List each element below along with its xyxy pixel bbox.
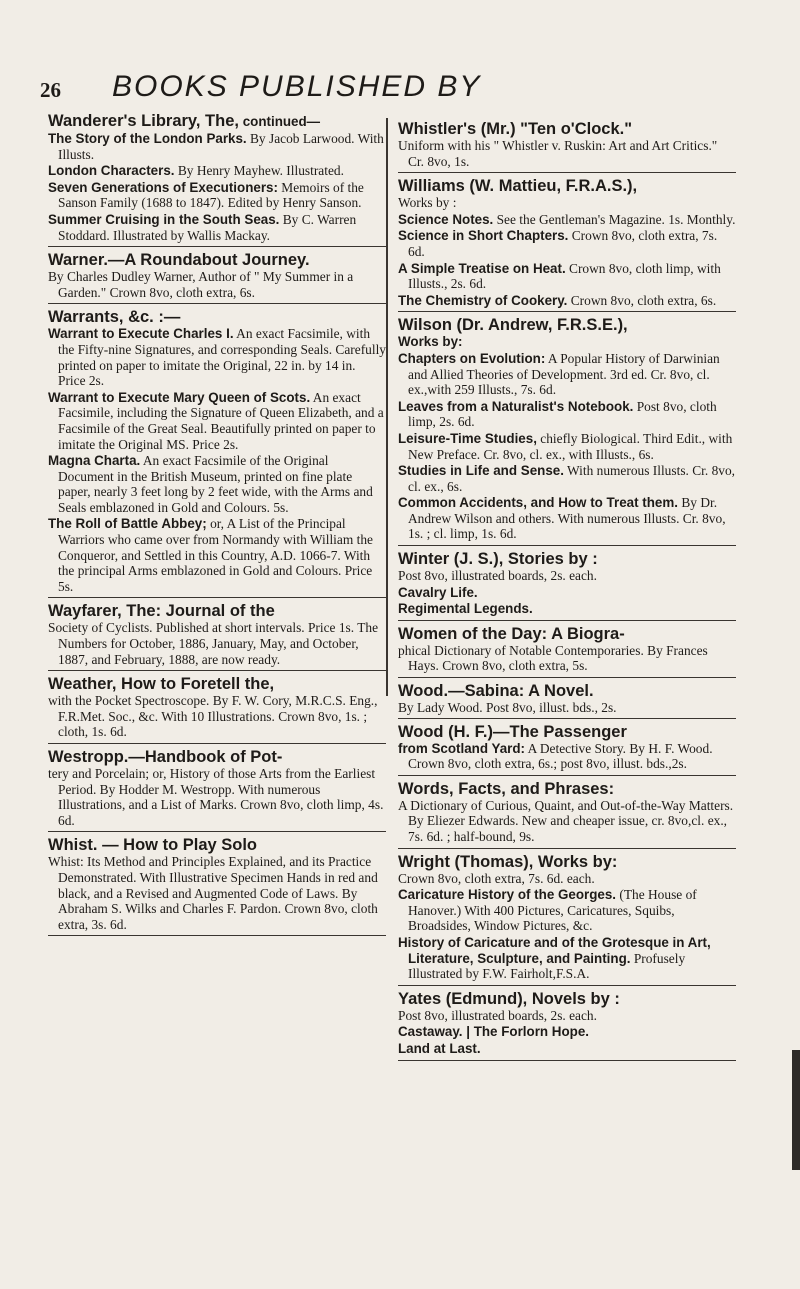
right-entry — [398, 550, 736, 621]
entry-item-text: Crown 8vo, cloth extra, 7s. 6d. each. — [398, 870, 595, 886]
entry-item-title: Castaway. | The Forlorn Hope. — [398, 1024, 589, 1040]
entry-heading — [398, 120, 736, 138]
entry-item-text: Crown 8vo, cloth limp, with Illusts., 2s. 6d. — [408, 260, 721, 292]
entry-item-text: Crown 8vo, cloth extra, 7s. 6d. — [408, 228, 718, 259]
entry-item — [398, 261, 736, 292]
entry-item-text: Post 8vo, cloth limp, 2s. 6d. — [408, 398, 717, 430]
bottom-edge-mark — [792, 1050, 800, 1170]
entry-item — [398, 228, 736, 259]
entry-author: Williams (W. Mattieu, F.R.A.S.), — [398, 177, 638, 196]
entry-item-text: phical Dictionary of Notable Contemporaries. By Frances Hays. Crown 8vo, cloth extra, 5s. — [398, 642, 708, 674]
entry-item-title: Regimental Legends. — [398, 601, 533, 617]
right-entry — [398, 780, 736, 849]
entry-author: Warner.—A Roundabout Journey. — [48, 251, 310, 270]
entry-item — [398, 568, 736, 584]
entry-item-text: A Detective Story. By H. F. Wood. Crown 8vo, cloth extra, 6s.; post 8vo, illust. bds.,2s. — [408, 740, 713, 772]
entry-item — [398, 887, 736, 934]
entry-item — [398, 195, 736, 211]
entry-tail: By Lady Wood. Post 8vo, illust. bds., 2s. — [398, 700, 617, 716]
left-entry — [48, 836, 386, 936]
entry-heading — [48, 308, 386, 326]
entry-item-text: With numerous Illusts. Cr. 8vo, cl. ex., 6s. — [408, 463, 736, 494]
entry-author: Whistler's (Mr.) "Ten o'Clock." — [398, 120, 633, 138]
right-entry — [398, 120, 736, 173]
entry-item — [398, 643, 736, 674]
entry-item-text: Post 8vo, illustrated boards, 2s. each. — [398, 568, 597, 584]
entry-author: Wood (H. F.)—The Passenger — [398, 722, 627, 741]
right-entry — [398, 316, 736, 546]
entry-item — [48, 180, 386, 211]
entry-item-title: Magna Charta. — [48, 453, 141, 469]
entry-item-title: Science Notes. — [398, 211, 494, 227]
right-column — [398, 120, 736, 1065]
entry-item-text: An exact Facsimile, including the Signature of Queen Elizabeth, and a Facsimile of the Great Seal. Beautifully printed on paper to imitate the Original MS. Price 2s. — [58, 389, 384, 452]
entry-item-title: The Roll of Battle Abbey; — [48, 516, 207, 532]
entry-heading — [398, 780, 736, 798]
left-entry — [48, 308, 386, 598]
entry-item-title: A Simple Treatise on Heat. — [398, 260, 566, 276]
entry-author: Wilson (Dr. Andrew, F.R.S.E.), — [398, 316, 628, 335]
entry-item-title: Leaves from a Naturalist's Notebook. — [398, 398, 634, 414]
entry-item-text: An exact Facsimile, with the Fifty-nine Signatures, and corresponding Seals. Carefully printed on paper to imitate the Original, 22 in. by 14 in. Price 2s. — [58, 326, 386, 389]
entry-item-title: History of Caricature and of the Grotesque in Art, Literature, Sculpture, and Painting. — [398, 934, 711, 966]
entry-item-title: Warrant to Execute Charles I. — [48, 326, 234, 342]
column-divider — [386, 118, 388, 696]
entry-item-title: Leisure-Time Studies, — [398, 430, 537, 446]
entry-item-text: By Henry Mayhew. Illustrated. — [174, 163, 344, 179]
entry-author: Warrants, &c. :— — [48, 308, 181, 327]
entry-item-title: Seven Generations of Executioners: — [48, 179, 278, 195]
entry-item-title: Chapters on Evolution: — [398, 350, 546, 366]
entry-item — [398, 351, 736, 398]
entry-author: Words, Facts, and Phrases: — [398, 779, 615, 798]
entry-heading-suffix: continued— — [238, 114, 321, 129]
right-entry — [398, 853, 736, 986]
entry-item — [48, 766, 386, 828]
entry-item-title: Works by: — [398, 334, 463, 350]
entry-heading — [48, 675, 386, 693]
entry-author: Winter (J. S.), Stories by : — [398, 550, 598, 569]
entry-item-title: Common Accidents, and How to Treat them. — [398, 495, 678, 511]
entry-heading — [48, 836, 386, 854]
entry-author: Women of the Day: A Biogra- — [398, 624, 625, 643]
entry-item-text: A Popular History of Darwinian and Allied Theories of Development. 3rd ed. Cr. 8vo, cl. ex.,with 259 Illusts., 7s. 6d. — [408, 350, 720, 398]
entry-heading — [48, 251, 386, 269]
entry-item — [398, 463, 736, 494]
entry-item-text: By Charles Dudley Warner, Author of " My Summer in a Garden." Crown 8vo, cloth extra, 6s. — [48, 269, 354, 300]
entry-item-text: Whist: Its Method and Principles Explained, and its Practice Demonstrated. With Illustrative Specimen Hands in red and black, and a Revised and Augmented Code of Laws. By Abraham S. Wilks and Charles F. Pardon. Crown 8vo, cloth extra, 3s. 6d. — [48, 854, 378, 932]
right-entry — [398, 682, 736, 719]
entry-item-text: An exact Facsimile of the Original Document in the British Museum, printed on fine plate paper, nearly 3 feet long by 2 feet wide, with the Arms and Seals emblazoned in Gold and Colours. 5s. — [58, 453, 373, 515]
entry-item-title: from Scotland Yard: — [398, 740, 525, 756]
entry-heading — [398, 550, 736, 568]
entry-item — [398, 138, 736, 169]
entry-author: Yates (Edmund), Novels by : — [398, 989, 620, 1008]
entry-item-title: The Chemistry of Cookery. — [398, 292, 568, 308]
entry-item — [398, 293, 736, 309]
entry-item — [48, 269, 386, 300]
entry-item — [398, 1024, 736, 1040]
entry-item-text: Uniform with his " Whistler v. Ruskin: Art and Art Critics." Cr. 8vo, 1s. — [398, 138, 718, 169]
entry-item-text: A Dictionary of Curious, Quaint, and Out-of-the-Way Matters. By Eliezer Edwards. New and cheaper issue, cr. 8vo,cl. ex., 7s. 6d. ; half-bound, 9s. — [398, 797, 734, 844]
entry-item — [398, 935, 736, 982]
entry-item — [398, 871, 736, 887]
entry-heading — [48, 602, 386, 620]
entry-item — [398, 334, 736, 350]
left-entry — [48, 675, 386, 744]
entry-heading — [398, 625, 736, 643]
entry-author: Whist. — How to Play Solo — [48, 836, 258, 855]
entry-item — [48, 620, 386, 667]
entry-item — [398, 431, 736, 462]
entry-item-text: By C. Warren Stoddard. Illustrated by Wallis Mackay. — [58, 211, 357, 243]
right-entry — [398, 177, 736, 312]
entry-heading — [398, 316, 736, 334]
entry-item — [48, 390, 386, 452]
entry-author: Wayfarer, The: Journal of the — [48, 602, 275, 621]
left-entry — [48, 748, 386, 832]
entry-item-text: By Jacob Larwood. With Illusts. — [58, 131, 384, 162]
entry-item — [48, 854, 386, 932]
entry-item-text: Profusely Illustrated by F.W. Fairholt,F.S.A. — [408, 950, 686, 982]
entry-item-title: Cavalry Life. — [398, 584, 478, 600]
right-entry — [398, 990, 736, 1061]
entry-item-text: See the Gentleman's Magazine. 1s. Monthly. — [493, 211, 736, 227]
entry-item — [48, 516, 386, 594]
entry-item — [398, 585, 736, 601]
entry-item-title: Caricature History of the Georges. — [398, 887, 617, 903]
entry-item-text: By Dr. Andrew Wilson and others. With numerous Illusts. Cr. 8vo, 1s. ; cl. limp, 1s. 6d. — [408, 495, 726, 542]
entry-heading — [398, 990, 736, 1008]
entry-item-text: Memoirs of the Sanson Family (1688 to 1847). Edited by Henry Sanson. — [58, 179, 364, 211]
entry-item-title: Land at Last. — [398, 1040, 481, 1056]
entry-item — [398, 495, 736, 542]
entry-author: Wright (Thomas), Works by: — [398, 852, 618, 871]
left-entry — [48, 602, 386, 671]
entry-author: Wood.—Sabina: A Novel. — [398, 682, 594, 701]
entry-author: Westropp.—Handbook of Pot- — [48, 748, 283, 766]
entry-item-text: Society of Cyclists. Published at short intervals. Price 1s. The Numbers for October, 1886, January, May, and October, 1887, and February, 1888, are now ready. — [48, 620, 379, 667]
entry-heading — [398, 177, 736, 195]
entry-item — [48, 131, 386, 162]
entry-item-title: The Story of the London Parks. — [48, 131, 247, 146]
entry-item-title: Summer Cruising in the South Seas. — [48, 211, 280, 227]
entry-item-text: Works by : — [398, 195, 457, 211]
entry-item — [48, 163, 386, 179]
entry-heading — [398, 853, 736, 871]
entry-item-text: Post 8vo, illustrated boards, 2s. each. — [398, 1007, 597, 1023]
entry-item-text: (The House of Hanover.) With 400 Pictures, Caricatures, Squibs, Broadsides, Window Pictures, &c. — [408, 887, 697, 934]
entry-heading — [48, 748, 386, 766]
entry-heading — [398, 682, 736, 700]
entry-heading — [398, 723, 736, 741]
entry-item-text: with the Pocket Spectroscope. By F. W. Cory, M.R.C.S. Eng., F.R.Met. Soc., &c. With 10 Illustrations. Crown 8vo, 1s. ; cloth, 1s. 6d. — [48, 693, 378, 740]
page-number: 26 — [40, 78, 61, 102]
left-entry — [48, 112, 386, 247]
entry-item — [398, 1041, 736, 1057]
right-entry — [398, 723, 736, 776]
entry-author: Weather, How to Foretell the, — [48, 675, 275, 694]
entry-item — [398, 798, 736, 845]
entry-item — [398, 601, 736, 617]
entry-item — [398, 1008, 736, 1024]
entry-item-text: or, A List of the Principal Warriors who came over from Normandy with William the Conqueror, and Settled in this Country, A.D. 1066-7. With the principal Arms emblazoned in Gold and Colours. Price 5s. — [58, 516, 373, 594]
entry-item — [398, 399, 736, 430]
entry-item — [48, 212, 386, 243]
left-entry — [48, 251, 386, 304]
entry-item-title: London Characters. — [48, 163, 175, 179]
running-head: BOOKS PUBLISHED BY — [112, 70, 482, 103]
entry-item-title: Warrant to Execute Mary Queen of Scots. — [48, 389, 311, 405]
entry-item-text: chiefly Biological. Third Edit., with New Preface. Cr. 8vo, cl. ex., with Illusts., 6s. — [408, 430, 733, 462]
entry-item-text: tery and Porcelain; or, History of those Arts from the Earliest Period. By Hodder M. Westropp. With numerous Illustrations, and a List of Marks. Crown 8vo, cloth limp, 4s. 6d. — [48, 766, 384, 828]
left-column — [48, 112, 386, 940]
entry-item-text: Crown 8vo, cloth extra, 6s. — [567, 292, 717, 308]
entry-heading — [48, 112, 386, 131]
right-entry — [398, 625, 736, 678]
entry-item — [48, 693, 386, 740]
entry-item-title: Science in Short Chapters. — [398, 228, 569, 244]
entry-item — [398, 741, 736, 772]
entry-author: Wanderer's Library, The, — [48, 112, 239, 130]
entry-item — [48, 326, 386, 388]
entry-item-title: Studies in Life and Sense. — [398, 463, 564, 479]
entry-item — [48, 453, 386, 515]
entry-item — [398, 212, 736, 228]
